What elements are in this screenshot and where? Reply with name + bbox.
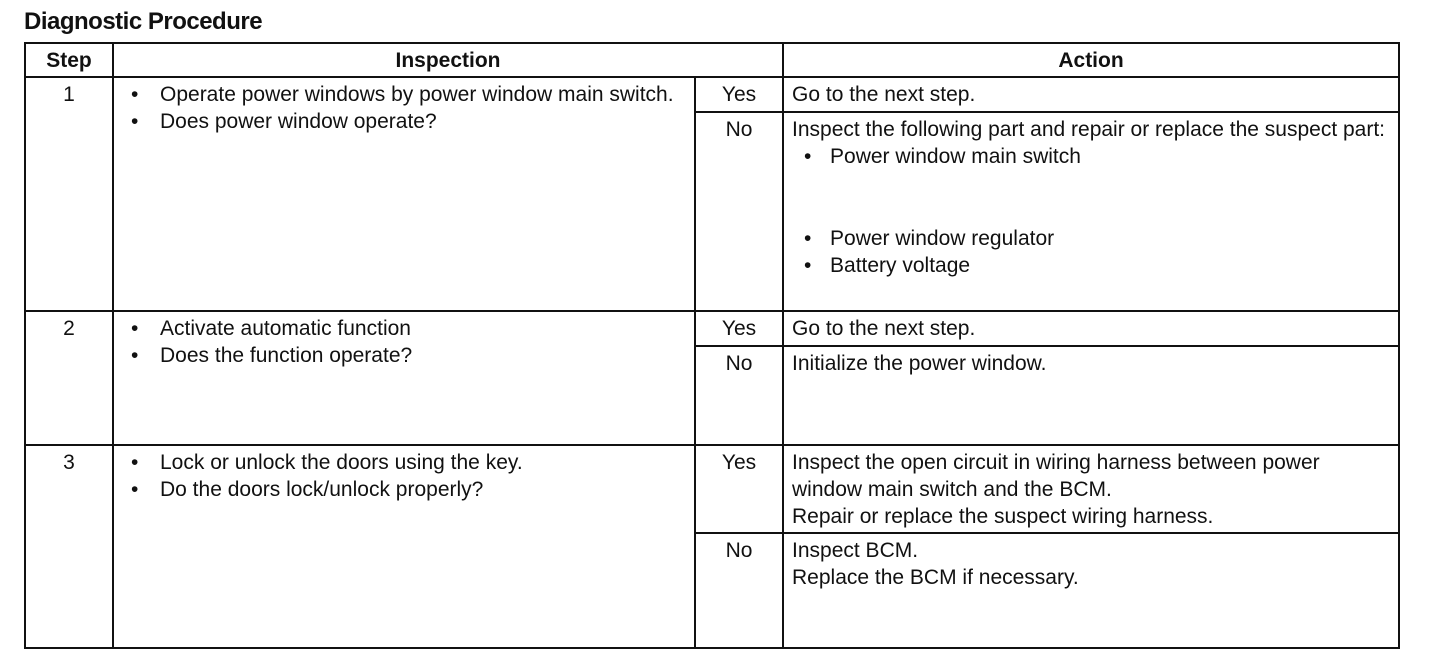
action-cell (783, 311, 1399, 346)
action-text: Replace the BCM if necessary. (792, 566, 1079, 589)
action-bullet: • Power window regulator (792, 225, 1390, 252)
action-text: Inspect BCM. (792, 539, 919, 562)
action-text: Initialize the power window. (792, 352, 1047, 375)
action-cell (783, 445, 1399, 533)
inspection-cell (113, 311, 695, 445)
header-row (25, 43, 1399, 77)
yes-label: Yes (695, 77, 783, 112)
inspection-item: • Does power window operate? (128, 108, 686, 135)
inspection-item: • Do the doors lock/unlock properly? (128, 476, 686, 503)
action-text: Repair or replace the suspect wiring harness. (792, 505, 1214, 528)
yes-label: Yes (695, 445, 783, 533)
step-number: 1 (25, 77, 113, 311)
action-text: Go to the next step. (792, 83, 976, 106)
inspection-item: • Activate automatic function (128, 315, 686, 342)
no-label: No (695, 112, 783, 311)
no-label: No (695, 346, 783, 445)
action-text: Inspect the open circuit in wiring harness between power window main switch and the BCM. (792, 451, 1320, 501)
step-number: 3 (25, 445, 113, 648)
header-action: Action (783, 43, 1399, 77)
inspection-item: • Does the function operate? (128, 342, 686, 369)
table-row (25, 445, 1399, 533)
inspection-cell (113, 77, 695, 311)
yes-label: Yes (695, 311, 783, 346)
action-cell (783, 346, 1399, 445)
table-row (25, 311, 1399, 346)
table-row (25, 77, 1399, 112)
action-bullet: • Battery voltage (792, 252, 1390, 279)
header-inspection: Inspection (113, 43, 783, 77)
diagnostic-table (24, 42, 1400, 649)
page-title: Diagnostic Procedure (24, 8, 263, 35)
action-text: Go to the next step. (792, 317, 976, 340)
inspection-cell (113, 445, 695, 648)
inspection-item: • Lock or unlock the doors using the key. (128, 449, 686, 476)
action-cell (783, 77, 1399, 112)
no-label: No (695, 533, 783, 648)
action-bullet: • Power window main switch (792, 143, 1390, 170)
action-text: Inspect the following part and repair or replace the suspect part: (792, 118, 1386, 141)
step-number: 2 (25, 311, 113, 445)
action-cell (783, 112, 1399, 311)
inspection-item: • Operate power windows by power window main switch. (128, 81, 686, 108)
header-step: Step (25, 43, 113, 77)
action-cell (783, 533, 1399, 648)
